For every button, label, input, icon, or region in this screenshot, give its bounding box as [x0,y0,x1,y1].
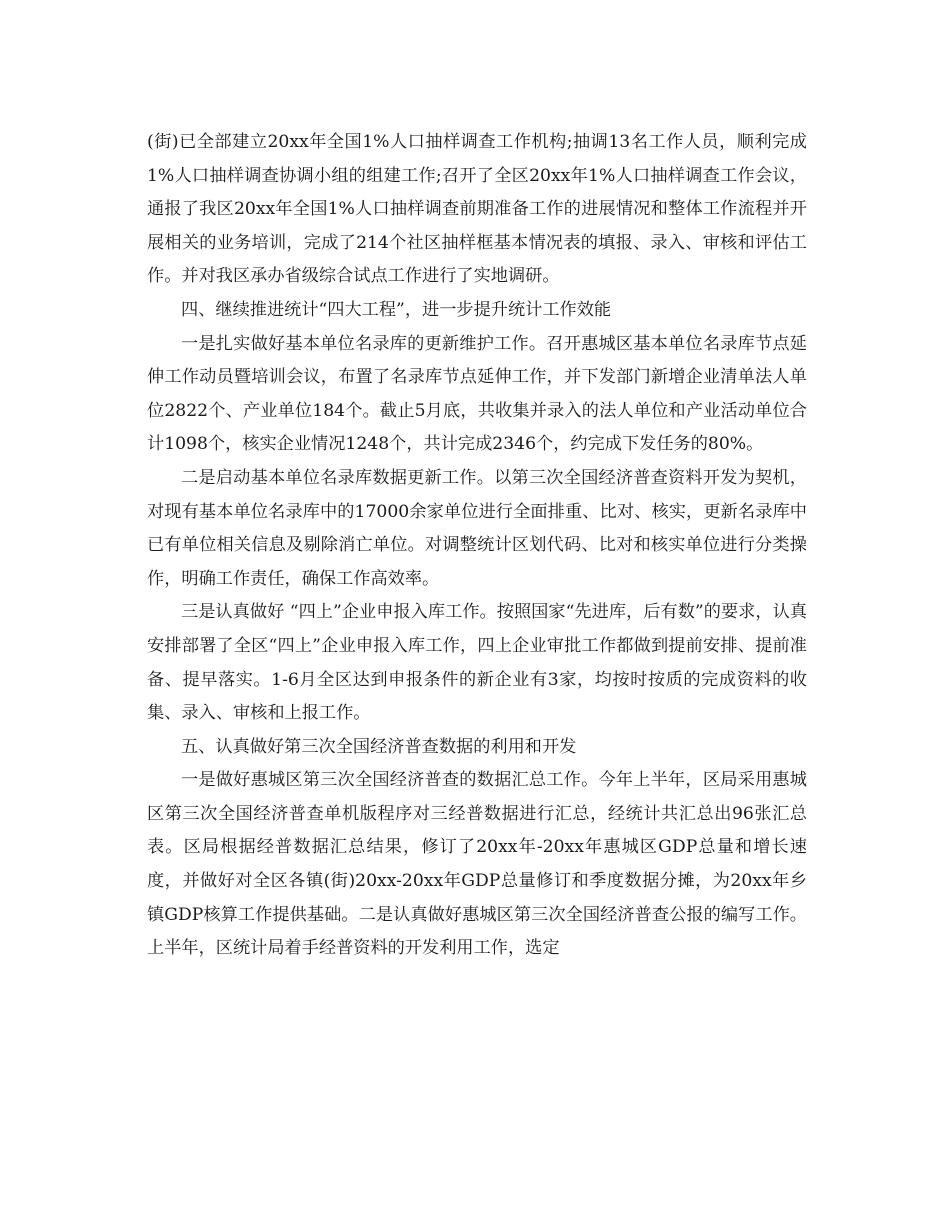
section-heading-economic-census: 五、认真做好第三次全国经济普查数据的利用和开发 [181,736,577,757]
paragraph-census-setup: (街)已全部建立20xx年全国1%人口抽样调查工作机构;抽调13名工作人员，顺利完成1%人口抽样调查协调小组的组建工作;召开了全区20xx年1%人口抽样调查工作会议，通报了我区20xx年全国1%人口抽样调查前期准备工作的进展情况和整体工作流程并开展相关的业务培训，完成了214个社区抽样框基本情况表的填报、录入、审核和评估工作。并对我区承办省级综合试点工作进行了实地调研。 [147,132,807,287]
paragraph-directory-maintenance: 一是扎实做好基本单位名录库的更新维护工作。召开惠城区基本单位名录库节点延伸工作动员暨培训会议，布置了名录库节点延伸工作，并下发部门新增企业清单法人单位2822个、产业单位184个。截止5月底，共收集并录入的法人单位和产业活动单位合计1098个，核实企业情况1248个，共计完成2346个，约完成下发任务的80%。 [147,333,807,455]
section-heading-four-projects: 四、继续推进统计“四大工程”，进一步提升统计工作效能 [181,299,612,320]
document-body [147,126,807,966]
paragraph-directory-update: 二是启动基本单位名录库数据更新工作。以第三次全国经济普查资料开发为契机，对现有基本单位名录库中的17000余家单位进行全面排重、比对、核实，更新名录库中已有单位相关信息及剔除消亡单位。对调整统计区划代码、比对和核实单位进行分类操作，明确工作责任，确保工作高效率。 [147,467,807,589]
paragraph-enterprise-registration: 三是认真做好 “四上”企业申报入库工作。按照国家“先进库，后有数”的要求，认真安排部署了全区“四上”企业申报入库工作，四上企业审批工作都做到提前安排、提前准备、提早落实。1-6月全区达到申报条件的新企业有3家，均按时按质的完成资料的收集、录入、审核和上报工作。 [147,602,807,724]
paragraph-census-data-summary: 一是做好惠城区第三次全国经济普查的数据汇总工作。今年上半年，区局采用惠城区第三次全国经济普查单机版程序对三经普数据进行汇总，经统计共汇总出96张汇总表。区局根据经普数据汇总结果，修订了20xx年-20xx年惠城区GDP总量和增长速度，并做好对全区各镇(街)20xx-20xx年GDP总量修订和季度数据分摊，为20xx年乡镇GDP核算工作提供基础。二是认真做好惠城区第三次全国经济普查公报的编写工作。上半年，区统计局着手经普资料的开发利用工作，选定 [147,770,807,959]
